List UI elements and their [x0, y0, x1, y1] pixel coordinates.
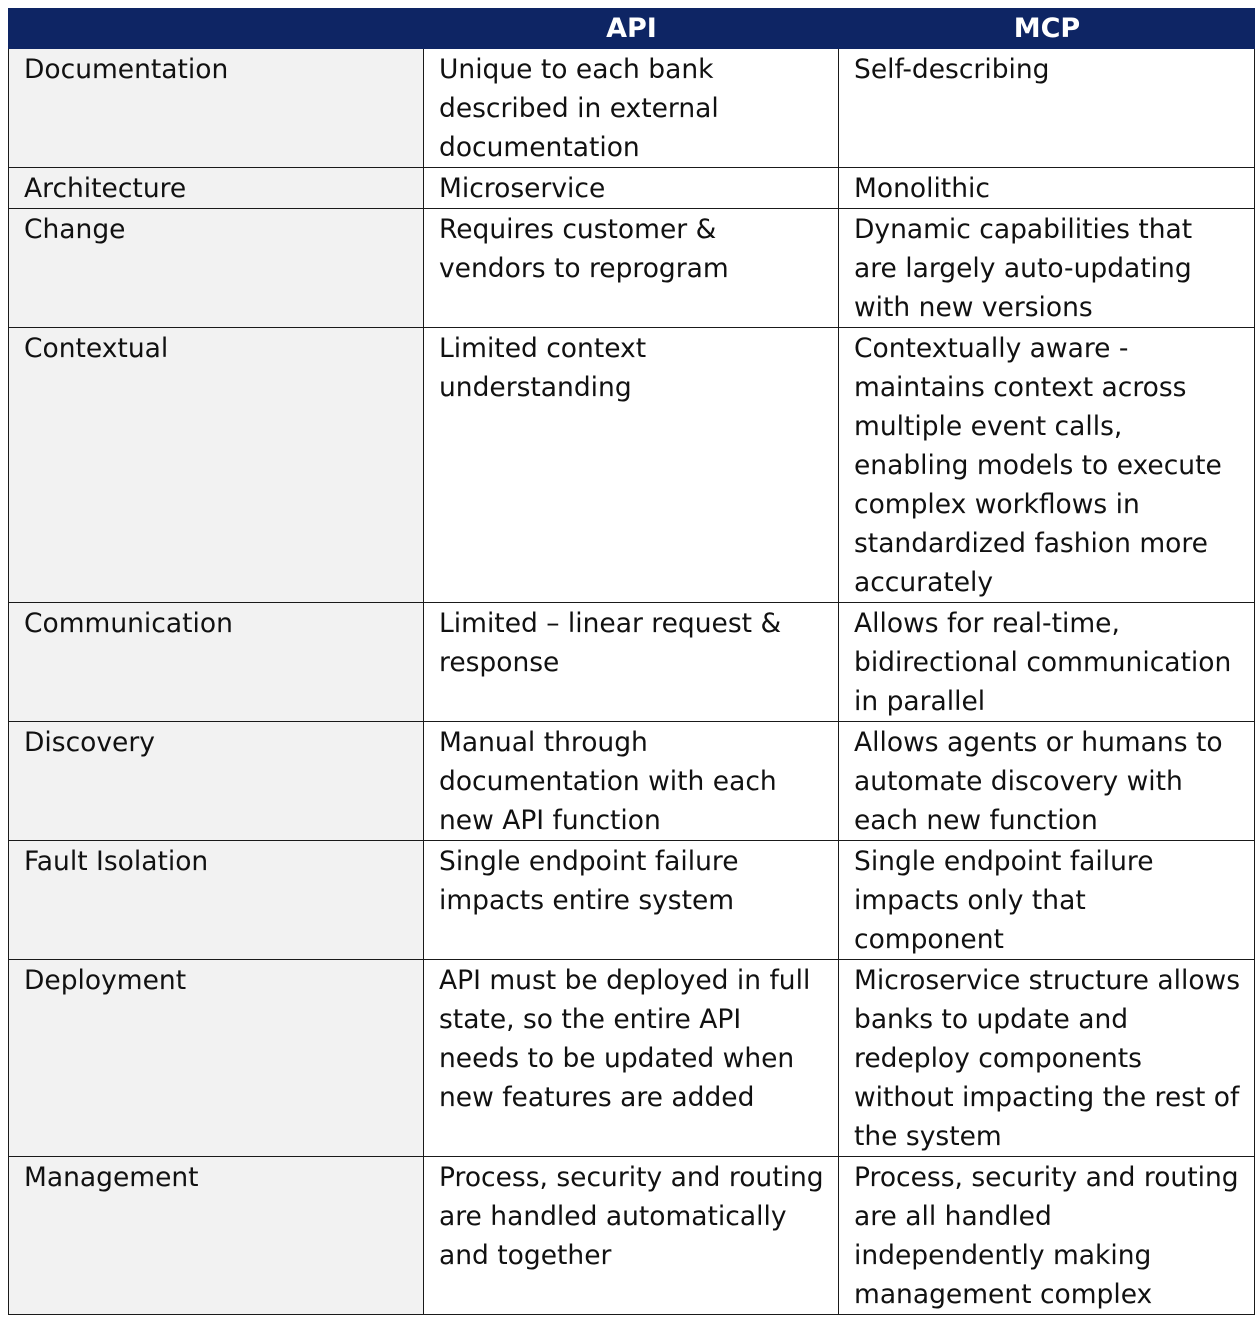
- row-label: Deployment: [9, 960, 424, 1157]
- api-cell: Unique to each bank described in external documentation: [424, 49, 839, 168]
- table-row-architecture: [9, 168, 1255, 209]
- api-cell: Single endpoint failure impacts entire system: [424, 841, 839, 960]
- header-row: [9, 9, 1255, 49]
- table-body: [9, 49, 1255, 1315]
- mcp-cell: Process, security and routing are all handled independently making management complex: [839, 1157, 1255, 1315]
- api-cell: Limited context understanding: [424, 328, 839, 603]
- mcp-cell: Dynamic capabilities that are largely auto-updating with new versions: [839, 209, 1255, 328]
- api-cell: Limited – linear request & response: [424, 603, 839, 722]
- header-api: API: [424, 9, 839, 49]
- table-row-communication: [9, 603, 1255, 722]
- mcp-cell: Allows agents or humans to automate discovery with each new function: [839, 722, 1255, 841]
- api-cell: Process, security and routing are handled automatically and together: [424, 1157, 839, 1315]
- api-cell: Manual through documentation with each new API function: [424, 722, 839, 841]
- row-label: Contextual: [9, 328, 424, 603]
- table-row-change: [9, 209, 1255, 328]
- row-label: Documentation: [9, 49, 424, 168]
- table-header: [9, 9, 1255, 49]
- mcp-cell: Single endpoint failure impacts only that component: [839, 841, 1255, 960]
- table-row-deployment: [9, 960, 1255, 1157]
- row-label: Discovery: [9, 722, 424, 841]
- row-label: Change: [9, 209, 424, 328]
- row-label: Management: [9, 1157, 424, 1315]
- table-row-fault-isolation: [9, 841, 1255, 960]
- mcp-cell: Self-describing: [839, 49, 1255, 168]
- table-row-discovery: [9, 722, 1255, 841]
- api-cell: API must be deployed in full state, so the entire API needs to be updated when new features are added: [424, 960, 839, 1157]
- mcp-cell: Contextually aware - maintains context across multiple event calls, enabling models to execute complex workflows in standardized fashion more accurately: [839, 328, 1255, 603]
- mcp-cell: Microservice structure allows banks to update and redeploy components without impacting the rest of the system: [839, 960, 1255, 1157]
- header-mcp: MCP: [839, 9, 1255, 49]
- row-label: Communication: [9, 603, 424, 722]
- api-cell: Requires customer & vendors to reprogram: [424, 209, 839, 328]
- row-label: Architecture: [9, 168, 424, 209]
- table-row-contextual: [9, 328, 1255, 603]
- comparison-table: [8, 8, 1255, 1315]
- table-row-management: [9, 1157, 1255, 1315]
- mcp-cell: Allows for real-time, bidirectional communication in parallel: [839, 603, 1255, 722]
- row-label: Fault Isolation: [9, 841, 424, 960]
- table-row-documentation: [9, 49, 1255, 168]
- api-cell: Microservice: [424, 168, 839, 209]
- header-corner-cell: [9, 9, 424, 49]
- mcp-cell: Monolithic: [839, 168, 1255, 209]
